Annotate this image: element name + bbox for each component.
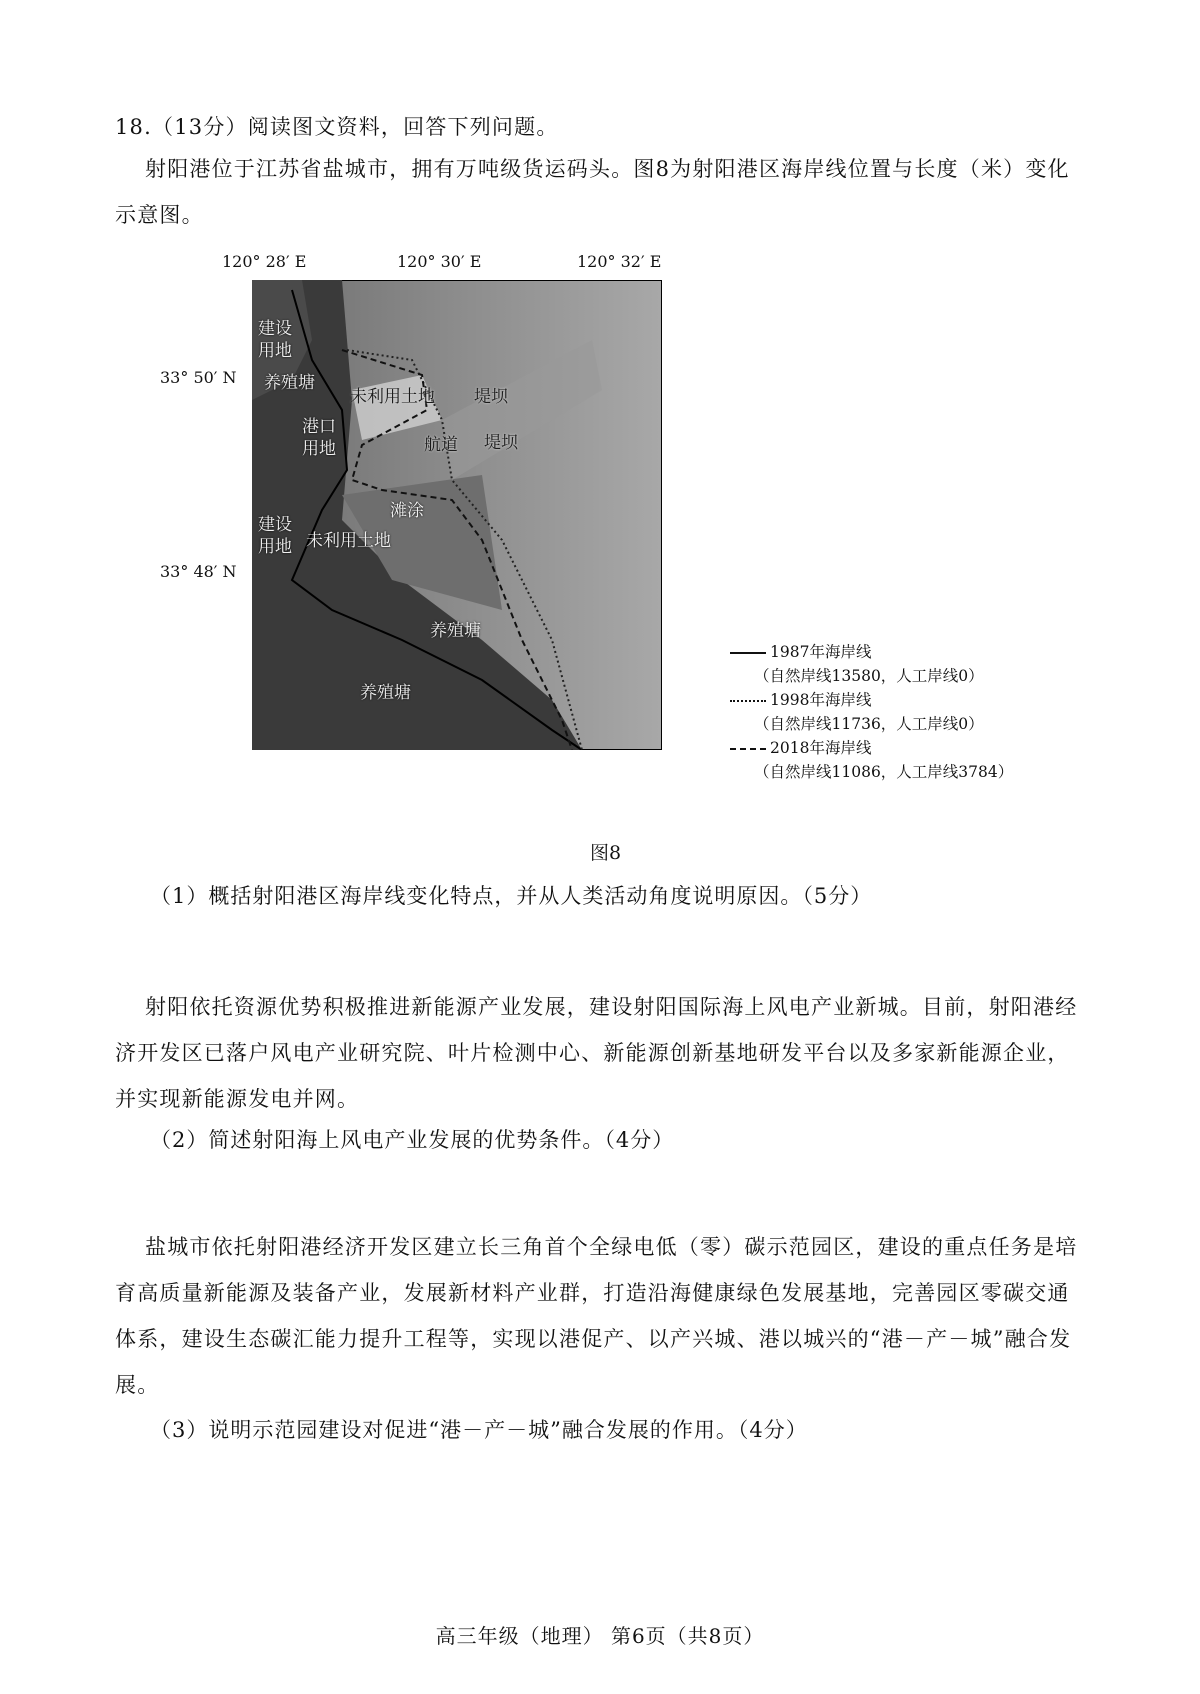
label-aquaculture-1: 养殖塘	[264, 373, 315, 393]
label-channel: 航道	[424, 435, 458, 455]
sub-question-1: （1）概括射阳港区海岸线变化特点，并从人类活动角度说明原因。（5分）	[150, 884, 873, 908]
legend-dotted-line	[730, 700, 766, 702]
lon-label-30: 120° 30′ E	[397, 252, 482, 271]
paragraph-demo-park: 盐城市依托射阳港经济开发区建立长三角首个全绿电低（零）碳示范园区，建设的重点任务是培育高质量新能源及装备产业，发展新材料产业群，打造沿海健康绿色发展基地，完善园区零碳交通体系，建设生态碳汇能力提升工程等，实现以港促产、以产兴城、港以城兴的“港－产－城”融合发展。	[115, 1235, 1078, 1397]
label-unused-2: 未利用土地	[306, 531, 391, 551]
legend-1998: 1998年海岸线	[730, 688, 1013, 712]
label-dam-1: 堤坝	[474, 387, 508, 407]
label-aquaculture-2: 养殖塘	[430, 621, 481, 641]
sub-question-2: （2）简述射阳海上风电产业发展的优势条件。（4分）	[150, 1128, 675, 1152]
satellite-map	[252, 280, 662, 750]
lat-label-50: 33° 50′ N	[160, 368, 237, 387]
legend-dashed-line	[730, 748, 766, 750]
page-footer: 高三年级（地理） 第6页（共8页）	[435, 1624, 765, 1648]
lat-label-48: 33° 48′ N	[160, 562, 237, 581]
lon-label-32: 120° 32′ E	[577, 252, 662, 271]
figure-caption: 图8	[590, 842, 622, 864]
legend-1987-detail: （自然岸线13580，人工岸线0）	[754, 667, 984, 685]
label-aquaculture-3: 养殖塘	[360, 683, 411, 703]
paragraph-wind-power: 射阳依托资源优势积极推进新能源产业发展，建设射阳国际海上风电产业新城。目前，射阳港经济开发区已落户风电产业研究院、叶片检测中心、新能源创新基地研发平台以及多家新能源企业，并实现新能源发电并网。	[115, 995, 1078, 1111]
map-legend	[730, 640, 1013, 784]
question-intro: 射阳港位于江苏省盐城市，拥有万吨级货运码头。图8为射阳港区海岸线位置与长度（米）变化示意图。	[115, 157, 1070, 227]
legend-2018-detail: （自然岸线11086，人工岸线3784）	[754, 763, 1014, 781]
label-unused-1: 未利用土地	[350, 387, 435, 407]
label-tidal-flat: 滩涂	[390, 501, 424, 521]
sub-question-3: （3）说明示范园建设对促进“港－产－城”融合发展的作用。（4分）	[150, 1418, 808, 1442]
legend-solid-line	[730, 652, 766, 654]
legend-1998-detail: （自然岸线11736，人工岸线0）	[754, 715, 984, 733]
lon-label-28: 120° 28′ E	[222, 252, 307, 271]
label-construction-2: 建设 用地	[258, 515, 292, 557]
label-dam-2: 堤坝	[484, 433, 518, 453]
label-construction-1: 建设 用地	[258, 319, 292, 361]
legend-2018: 2018年海岸线	[730, 736, 1013, 760]
label-port: 港口 用地	[302, 417, 336, 459]
question-heading: 18.（13分）阅读图文资料，回答下列问题。	[115, 115, 559, 139]
legend-1987: 1987年海岸线	[730, 640, 1013, 664]
